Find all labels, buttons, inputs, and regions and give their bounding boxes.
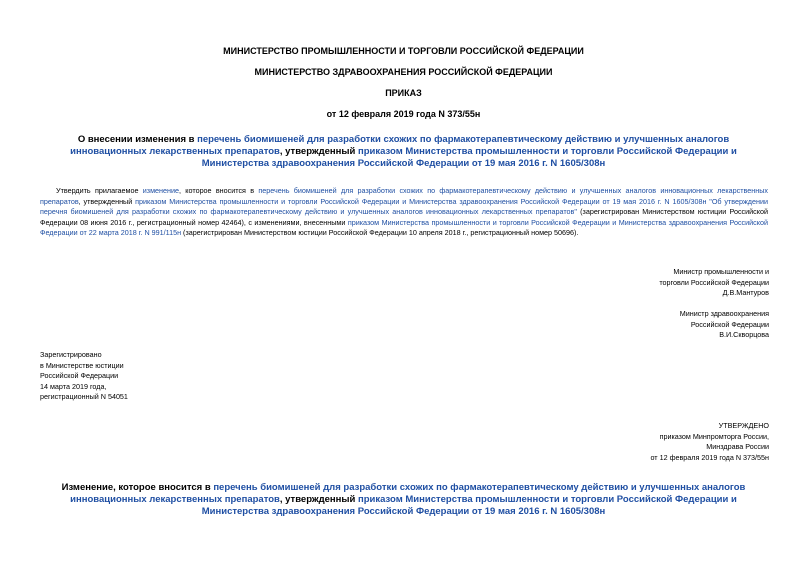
approval-line: Минздрава России — [706, 442, 769, 452]
change-title-link-order[interactable]: приказом Министерства промышленности и торговли Российской Федерации и Министерства здравоохранения Российской Федерации от 19 мая 2016 г. N 1605/308н — [201, 494, 737, 517]
change-title — [40, 482, 767, 518]
body-link-order-2016[interactable]: приказом Министерства промышленности и торговли Российской Федерации и Министерства здравоохранения Российской Федерации от 19 мая 2016 г. N 1605/308н "Об утверждении перечня биомишеней для разработки схожих по фармакотерапевтическому действию и улучшенных аналогов инновационных лекарственных препаратов" — [40, 196, 768, 217]
body-text: , которое вносится в — [178, 186, 259, 195]
approval-line: УТВЕРЖДЕНО — [718, 421, 769, 430]
document-type: ПРИКАЗ — [385, 88, 422, 98]
order-body-paragraph — [40, 186, 768, 239]
signature-line: Министр промышленности и — [673, 267, 769, 276]
registration-line: Зарегистрировано — [40, 350, 102, 359]
registration-line: регистрационный N 54051 — [40, 392, 128, 402]
body-text: , утвержденный — [78, 196, 136, 206]
title-link-order[interactable]: приказом Министерства промышленности и торговли Российской Федерации и Министерства здравоохранения Российской Федерации от 19 мая 2016 г. N 1605/308н — [201, 146, 737, 169]
ministry-heading-2: МИНИСТЕРСТВО ЗДРАВООХРАНЕНИЯ РОССИЙСКОЙ ФЕДЕРАЦИИ — [254, 67, 553, 77]
title-text: О внесении изменения в — [77, 134, 198, 145]
approval-line: приказом Минпромторга России, — [659, 431, 769, 441]
title-link-list[interactable]: перечень биомишеней для разработки схожих по фармакотерапевтическому действию и улучшенных аналогов инновационных лекарственных препаратов — [70, 134, 730, 157]
change-title-text: , утвержденный — [279, 494, 358, 505]
order-title — [40, 134, 767, 170]
signature-industry-minister — [659, 267, 769, 299]
signature-line: Министр здравоохранения — [679, 309, 769, 318]
body-link-change[interactable]: изменение — [142, 186, 179, 195]
body-text: (зарегистрирован Министерством юстиции Российской Федерации 10 апреля 2018 г., регистрационный номер 50696). — [181, 228, 579, 238]
signature-line: Российской Федерации — [690, 319, 769, 329]
registration-line: в Министерстве юстиции — [40, 360, 124, 370]
approval-line: от 12 февраля 2019 года N 373/55н — [650, 452, 769, 462]
body-text: (зарегистрирован Министерством юстиции Российской Федерации 08 июня 2016 г., регистрационный номер 42464), с изменениями, внесенными — [40, 207, 768, 227]
body-link-list[interactable]: перечень биомишеней для разработки схожих по фармакотерапевтическому действию и улучшенных аналогов инновационных лекарственных препаратов — [40, 186, 768, 206]
body-text: Утвердить прилагаемое — [56, 186, 143, 195]
signature-line: торговли Российской Федерации — [659, 277, 769, 287]
change-title-text: Изменение, которое вносится в — [61, 482, 214, 493]
signature-health-minister — [680, 309, 769, 341]
body-link-order-2018[interactable]: приказом Министерства промышленности и торговли Российской Федерации и Министерства здравоохранения Российской Федерации от 22 марта 2018 г. N 991/115н — [40, 217, 768, 238]
registration-line: Российской Федерации — [40, 371, 119, 381]
signature-name: Д.В.Мантуров — [722, 288, 769, 298]
registration-line: 14 марта 2019 года, — [40, 381, 107, 391]
ministry-heading-1: МИНИСТЕРСТВО ПРОМЫШЛЕННОСТИ И ТОРГОВЛИ РОССИЙСКОЙ ФЕДЕРАЦИИ — [223, 46, 584, 56]
change-title-link-list[interactable]: перечень биомишеней для разработки схожих по фармакотерапевтическому действию и улучшенных аналогов инновационных лекарственных препаратов — [70, 482, 746, 505]
signature-name: В.И.Скворцова — [719, 330, 769, 340]
approval-stamp — [650, 421, 769, 463]
title-text: , утвержденный — [279, 146, 358, 157]
order-date-number: от 12 февраля 2019 года N 373/55н — [326, 109, 481, 119]
registration-note — [40, 350, 128, 403]
